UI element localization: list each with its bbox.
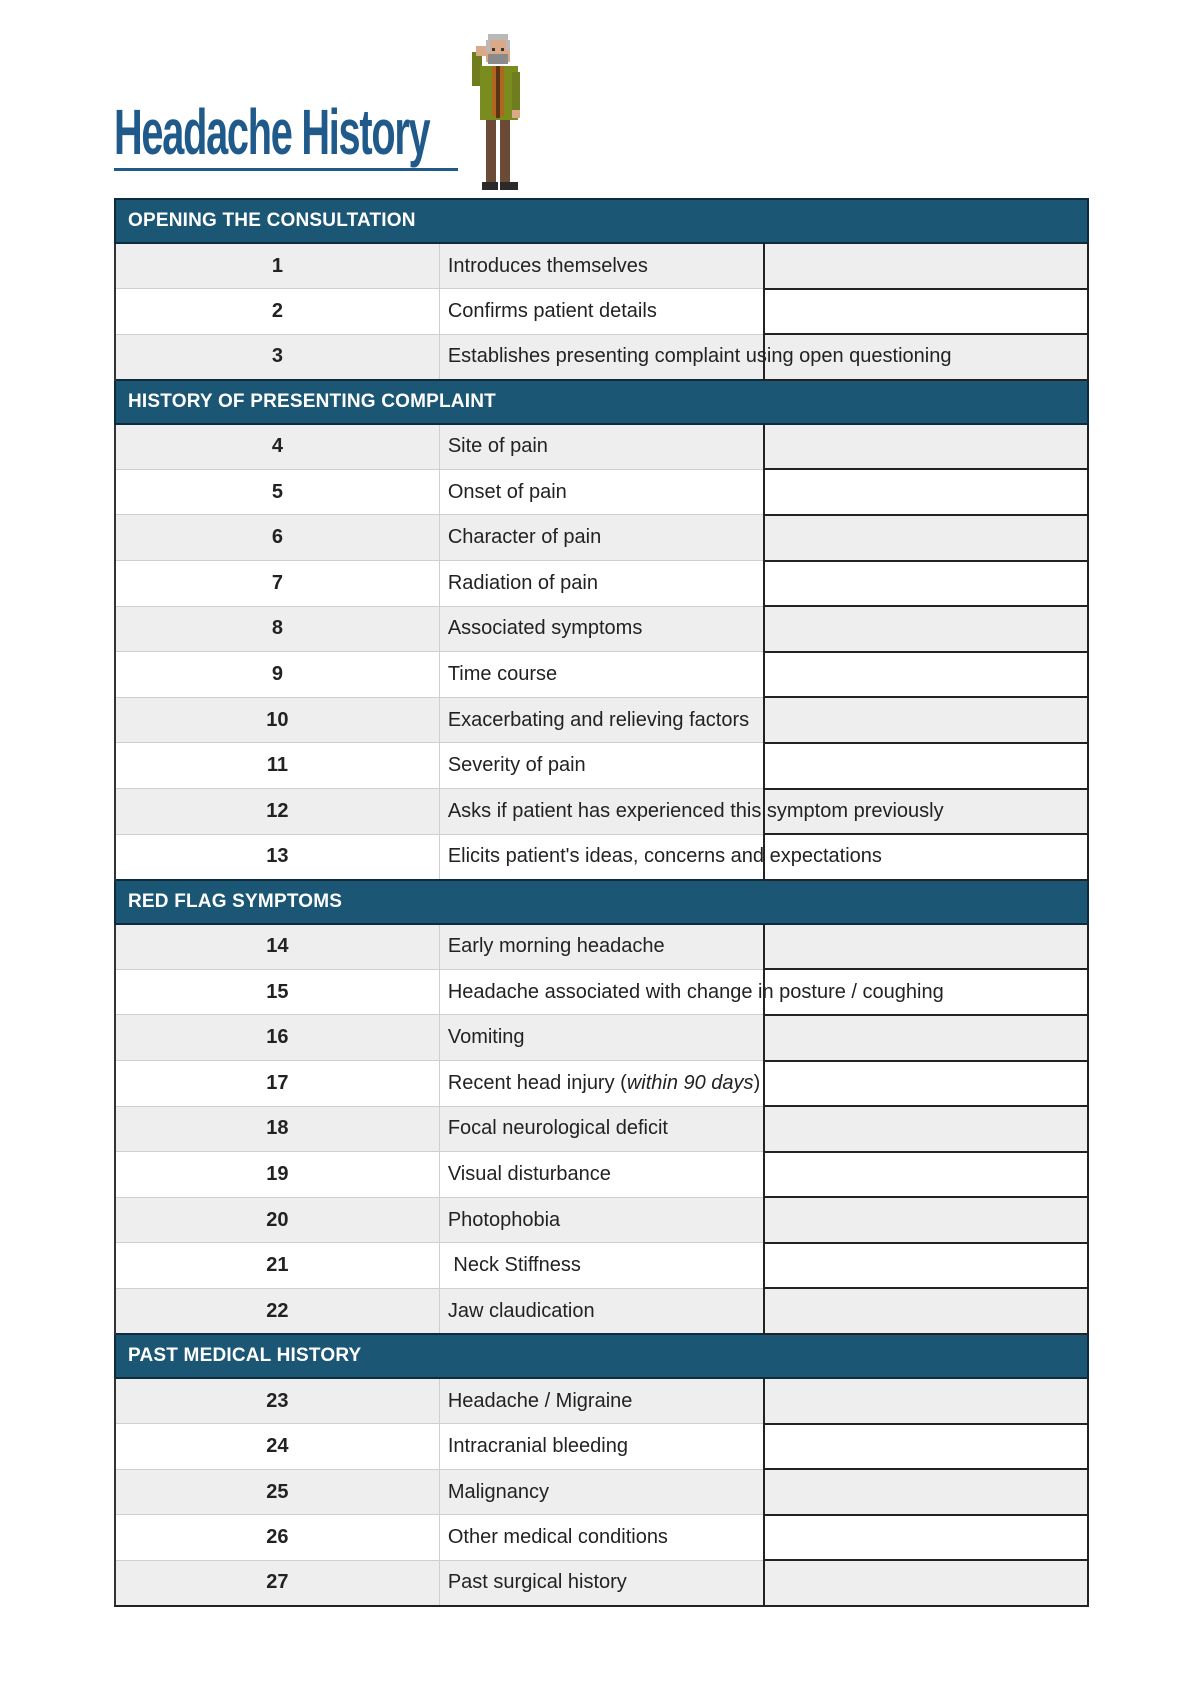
item-label: Intracranial bleeding <box>447 1434 628 1457</box>
checklist-row <box>115 1197 1088 1243</box>
checklist-row <box>115 1515 1088 1561</box>
item-text <box>439 924 763 970</box>
item-number: 8 <box>115 606 439 652</box>
item-text <box>439 1152 763 1198</box>
score-checkbox[interactable] <box>764 1243 1088 1289</box>
item-number: 15 <box>115 969 439 1015</box>
checklist-row <box>115 424 1088 470</box>
item-text <box>439 424 763 470</box>
item-label: Associated symptoms <box>447 617 643 640</box>
item-label: Photophobia <box>447 1208 561 1231</box>
item-label: Jaw claudication <box>447 1299 595 1322</box>
item-number: 26 <box>115 1515 439 1561</box>
section-header <box>115 880 1088 924</box>
item-text <box>439 515 763 561</box>
item-label-suffix: ) <box>753 1071 761 1094</box>
item-text <box>439 1560 763 1606</box>
item-number: 4 <box>115 424 439 470</box>
checklist-row <box>115 652 1088 698</box>
checklist-row <box>115 469 1088 515</box>
doctor-figure-icon <box>466 32 528 196</box>
item-text <box>439 561 763 607</box>
item-number: 22 <box>115 1288 439 1334</box>
item-text <box>439 243 763 289</box>
item-label: Radiation of pain <box>447 571 598 594</box>
item-number: 3 <box>115 334 439 380</box>
score-checkbox[interactable] <box>764 1061 1088 1107</box>
item-text <box>439 1515 763 1561</box>
checklist-row <box>115 243 1088 289</box>
page-header <box>114 96 623 168</box>
checklist-row <box>115 1061 1088 1107</box>
score-checkbox[interactable] <box>764 1015 1088 1061</box>
score-checkbox[interactable] <box>764 1424 1088 1470</box>
item-label: Malignancy <box>447 1480 549 1503</box>
item-label: Time course <box>447 663 558 686</box>
item-number: 20 <box>115 1197 439 1243</box>
checklist-row <box>115 561 1088 607</box>
item-text <box>439 1378 763 1424</box>
item-number: 10 <box>115 697 439 743</box>
score-checkbox[interactable] <box>764 424 1088 470</box>
item-text <box>439 1288 763 1334</box>
item-label: Vomiting <box>447 1026 525 1049</box>
section-heading: RED FLAG SYMPTOMS <box>115 880 1088 924</box>
checklist-row <box>115 1106 1088 1152</box>
item-text <box>439 652 763 698</box>
score-checkbox[interactable] <box>764 561 1088 607</box>
checklist-row <box>115 1152 1088 1198</box>
item-number: 16 <box>115 1015 439 1061</box>
item-text <box>439 789 944 835</box>
item-number: 11 <box>115 743 439 789</box>
checklist-row <box>115 606 1088 652</box>
score-checkbox[interactable] <box>764 1515 1088 1561</box>
item-label: Neck Stiffness <box>447 1254 581 1277</box>
item-label: Recent head injury ( <box>447 1071 627 1094</box>
item-text <box>439 334 952 380</box>
score-checkbox[interactable] <box>764 1469 1088 1515</box>
item-label: Past surgical history <box>447 1571 627 1594</box>
checklist-row <box>115 834 1088 880</box>
item-number: 14 <box>115 924 439 970</box>
checklist-row <box>115 1469 1088 1515</box>
item-text <box>439 743 763 789</box>
section-heading: HISTORY OF PRESENTING COMPLAINT <box>115 380 1088 424</box>
item-number: 18 <box>115 1106 439 1152</box>
item-label: Introduces themselves <box>447 254 648 277</box>
item-label: Onset of pain <box>447 480 567 503</box>
item-text <box>439 1197 763 1243</box>
page-title: Headache History <box>114 96 430 168</box>
item-number: 27 <box>115 1560 439 1606</box>
checklist-row <box>115 515 1088 561</box>
item-text <box>439 1424 763 1470</box>
item-text <box>439 469 763 515</box>
checklist-row <box>115 334 1088 380</box>
checklist-row <box>115 1560 1088 1606</box>
checklist-row <box>115 789 1088 835</box>
item-label: Elicits patient's ideas, concerns and expectations <box>447 845 882 868</box>
item-number: 13 <box>115 834 439 880</box>
checklist-row <box>115 924 1088 970</box>
item-label-italic: within 90 days <box>626 1071 754 1094</box>
checklist-row <box>115 743 1088 789</box>
score-checkbox[interactable] <box>764 1106 1088 1152</box>
checklist-table <box>114 198 1089 1607</box>
section-header <box>115 1334 1088 1378</box>
section-heading: OPENING THE CONSULTATION <box>115 199 1088 243</box>
item-number: 6 <box>115 515 439 561</box>
score-checkbox[interactable] <box>764 697 1088 743</box>
checklist-row <box>115 1378 1088 1424</box>
item-label: Headache / Migraine <box>447 1389 633 1412</box>
item-label: Site of pain <box>447 435 548 458</box>
item-text <box>439 1243 763 1289</box>
item-label: Early morning headache <box>447 935 665 958</box>
item-label: Visual disturbance <box>447 1162 611 1185</box>
item-number: 23 <box>115 1378 439 1424</box>
item-text <box>439 606 763 652</box>
item-label: Asks if patient has experienced this symptom previously <box>447 799 944 822</box>
score-checkbox[interactable] <box>764 515 1088 561</box>
item-label: Character of pain <box>447 526 602 549</box>
item-number: 19 <box>115 1152 439 1198</box>
section-header <box>115 380 1088 424</box>
score-checkbox[interactable] <box>764 652 1088 698</box>
checklist-row <box>115 1243 1088 1289</box>
score-checkbox[interactable] <box>764 1197 1088 1243</box>
title-underline <box>114 168 458 171</box>
item-number: 25 <box>115 1469 439 1515</box>
item-number: 17 <box>115 1061 439 1107</box>
item-number: 12 <box>115 789 439 835</box>
item-number: 7 <box>115 561 439 607</box>
checklist-row <box>115 969 1088 1015</box>
item-label: Exacerbating and relieving factors <box>447 708 750 731</box>
item-label: Other medical conditions <box>447 1526 668 1549</box>
checklist-row <box>115 1015 1088 1061</box>
item-text <box>439 289 763 335</box>
item-number: 2 <box>115 289 439 335</box>
score-checkbox[interactable] <box>764 1378 1088 1424</box>
item-number: 1 <box>115 243 439 289</box>
item-label: Severity of pain <box>447 754 586 777</box>
item-text <box>439 834 882 880</box>
section-heading: PAST MEDICAL HISTORY <box>115 1334 1088 1378</box>
item-label: Headache associated with change in posture / coughing <box>447 980 944 1003</box>
item-label: Focal neurological deficit <box>447 1117 668 1140</box>
section-header <box>115 199 1088 243</box>
item-number: 9 <box>115 652 439 698</box>
item-text <box>439 1015 763 1061</box>
item-text <box>439 969 944 1015</box>
item-text <box>439 1469 763 1515</box>
item-text <box>439 1061 763 1107</box>
score-checkbox[interactable] <box>764 1560 1088 1606</box>
item-text <box>439 697 763 743</box>
score-checkbox[interactable] <box>764 289 1088 335</box>
score-checkbox[interactable] <box>764 469 1088 515</box>
item-label: Confirms patient details <box>447 299 657 322</box>
item-number: 24 <box>115 1424 439 1470</box>
item-number: 21 <box>115 1243 439 1289</box>
item-text <box>439 1106 763 1152</box>
checklist-row <box>115 289 1088 335</box>
score-checkbox[interactable] <box>764 1152 1088 1198</box>
score-checkbox[interactable] <box>764 1288 1088 1334</box>
score-checkbox[interactable] <box>764 606 1088 652</box>
checklist-row <box>115 1424 1088 1470</box>
score-checkbox[interactable] <box>764 243 1088 289</box>
checklist-row <box>115 1288 1088 1334</box>
checklist-row <box>115 697 1088 743</box>
item-number: 5 <box>115 469 439 515</box>
score-checkbox[interactable] <box>764 743 1088 789</box>
item-label: Establishes presenting complaint using open questioning <box>447 345 952 368</box>
score-checkbox[interactable] <box>764 924 1088 970</box>
